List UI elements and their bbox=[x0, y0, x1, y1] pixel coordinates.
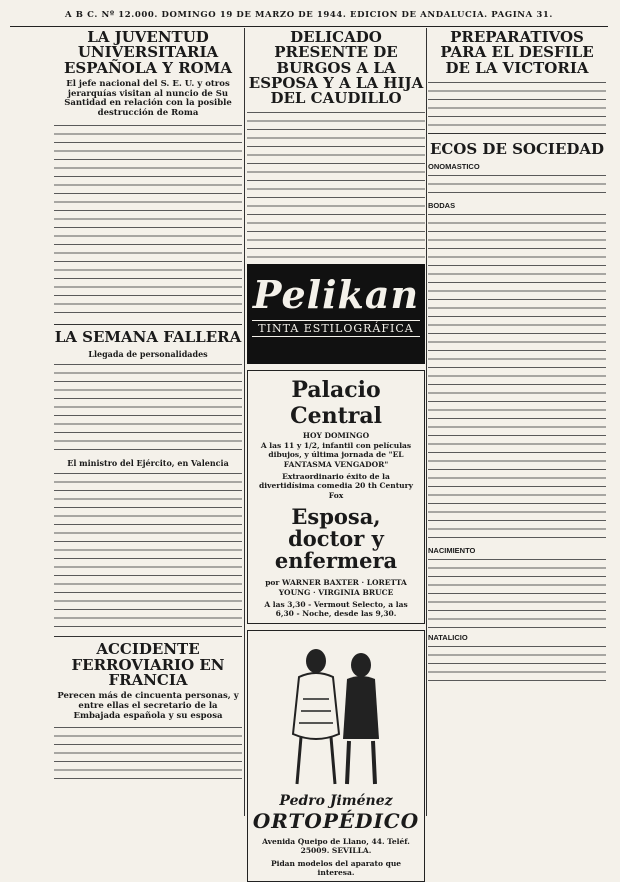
article-body bbox=[54, 725, 242, 785]
article-body bbox=[247, 110, 425, 258]
headline-preparativos: PREPARATIVOS PARA EL DESFILE DE LA VICTORIA bbox=[440, 28, 594, 77]
cinema-matinee: A las 11 y 1/2, infantil con películas dibujos, y última jornada de "EL FANTASMA VENGADOR" bbox=[260, 440, 412, 469]
column-left bbox=[54, 30, 242, 816]
cinema-today: HOY DOMINGO bbox=[302, 431, 370, 441]
pelikan-logo: Pelikan bbox=[252, 272, 420, 318]
article-body bbox=[428, 173, 606, 197]
masthead-rule bbox=[10, 26, 608, 27]
cinema-success: Extraordinario éxito de la divertidísima comedia 20 th Century Fox bbox=[259, 471, 413, 500]
masthead: A B C. Nº 12.000. DOMINGO 19 DE MARZO DE 1944. EDICION DE ANDALUCIA. PAGINA 31. bbox=[65, 10, 553, 20]
orthopedic-title: ORTOPÉDICO bbox=[252, 808, 420, 833]
corset-figure-illustration bbox=[261, 639, 411, 789]
deck-accidente: Perecen más de cincuenta personas, y entre ellas el secretario de la Embajada española y su esposa bbox=[57, 691, 239, 721]
section-label-onomastico: ONOMASTICO bbox=[428, 161, 480, 171]
pelikan-ad bbox=[247, 264, 425, 364]
section-label-natalicio: NATALICIO bbox=[428, 632, 468, 642]
orthopedic-note: Pidan modelos del aparato que interesa. bbox=[270, 858, 402, 877]
column-divider bbox=[426, 28, 427, 816]
article-body bbox=[428, 557, 606, 629]
column-right bbox=[428, 30, 606, 816]
subhead-llegada: Llegada de personalidades bbox=[88, 349, 208, 360]
headline-delicado-presente: DELICADO PRESENTE DE BURGOS A LA ESPOSA Y A LA HIJA DEL CAUDILLO bbox=[248, 28, 424, 108]
headline-semana-fallera: LA SEMANA FALLERA bbox=[54, 327, 242, 346]
headline-ecos-sociedad: ECOS DE SOCIEDAD bbox=[429, 139, 605, 158]
divider bbox=[54, 324, 242, 325]
subhead-ministro: El ministro del Ejército, en Valencia bbox=[67, 458, 229, 469]
headline-juventud: LA JUVENTUD UNIVERSITARIA ESPAÑOLA Y ROMA bbox=[64, 28, 232, 77]
orthopedic-address: Avenida Queipo de Llano, 44. Teléf. 25009. SEVILLA. bbox=[262, 836, 410, 855]
article-body bbox=[428, 212, 606, 542]
column-divider bbox=[244, 28, 245, 816]
column-middle bbox=[247, 28, 425, 877]
article-body bbox=[428, 644, 606, 688]
cinema-film-title: Esposa, doctor y enfermera bbox=[274, 504, 398, 574]
cinema-cast: por WARNER BAXTER · LORETTA YOUNG · VIRGINIA BRUCE bbox=[265, 578, 407, 597]
cinema-ad bbox=[247, 370, 425, 623]
section-label-nacimiento: NACIMIENTO bbox=[428, 545, 476, 555]
article-body bbox=[54, 362, 242, 454]
orthopedic-ad bbox=[247, 630, 425, 882]
orthopedic-signature: Pedro Jiménez bbox=[279, 792, 393, 809]
headline-accidente: ACCIDENTE FERROVIARIO EN FRANCIA bbox=[71, 640, 225, 689]
article-body bbox=[54, 123, 242, 319]
divider bbox=[54, 636, 242, 637]
article-body bbox=[54, 471, 242, 631]
deck-juventud: El jefe nacional del S. E. U. y otros jerarquías visitan al nuncio de Su Santidad en relación con la posible destrucción de Roma bbox=[64, 78, 232, 119]
pelikan-tagline: TINTA ESTILOGRÁFICA bbox=[252, 320, 419, 337]
divider bbox=[428, 133, 606, 134]
section-label-bodas: BODAS bbox=[428, 200, 456, 210]
cinema-times: A las 3,30 - Vermout Selecto, a las 6,30 - Noche, desde las 9,30. bbox=[264, 600, 408, 619]
cinema-name: Palacio Central bbox=[290, 377, 382, 430]
article-body bbox=[428, 80, 606, 128]
